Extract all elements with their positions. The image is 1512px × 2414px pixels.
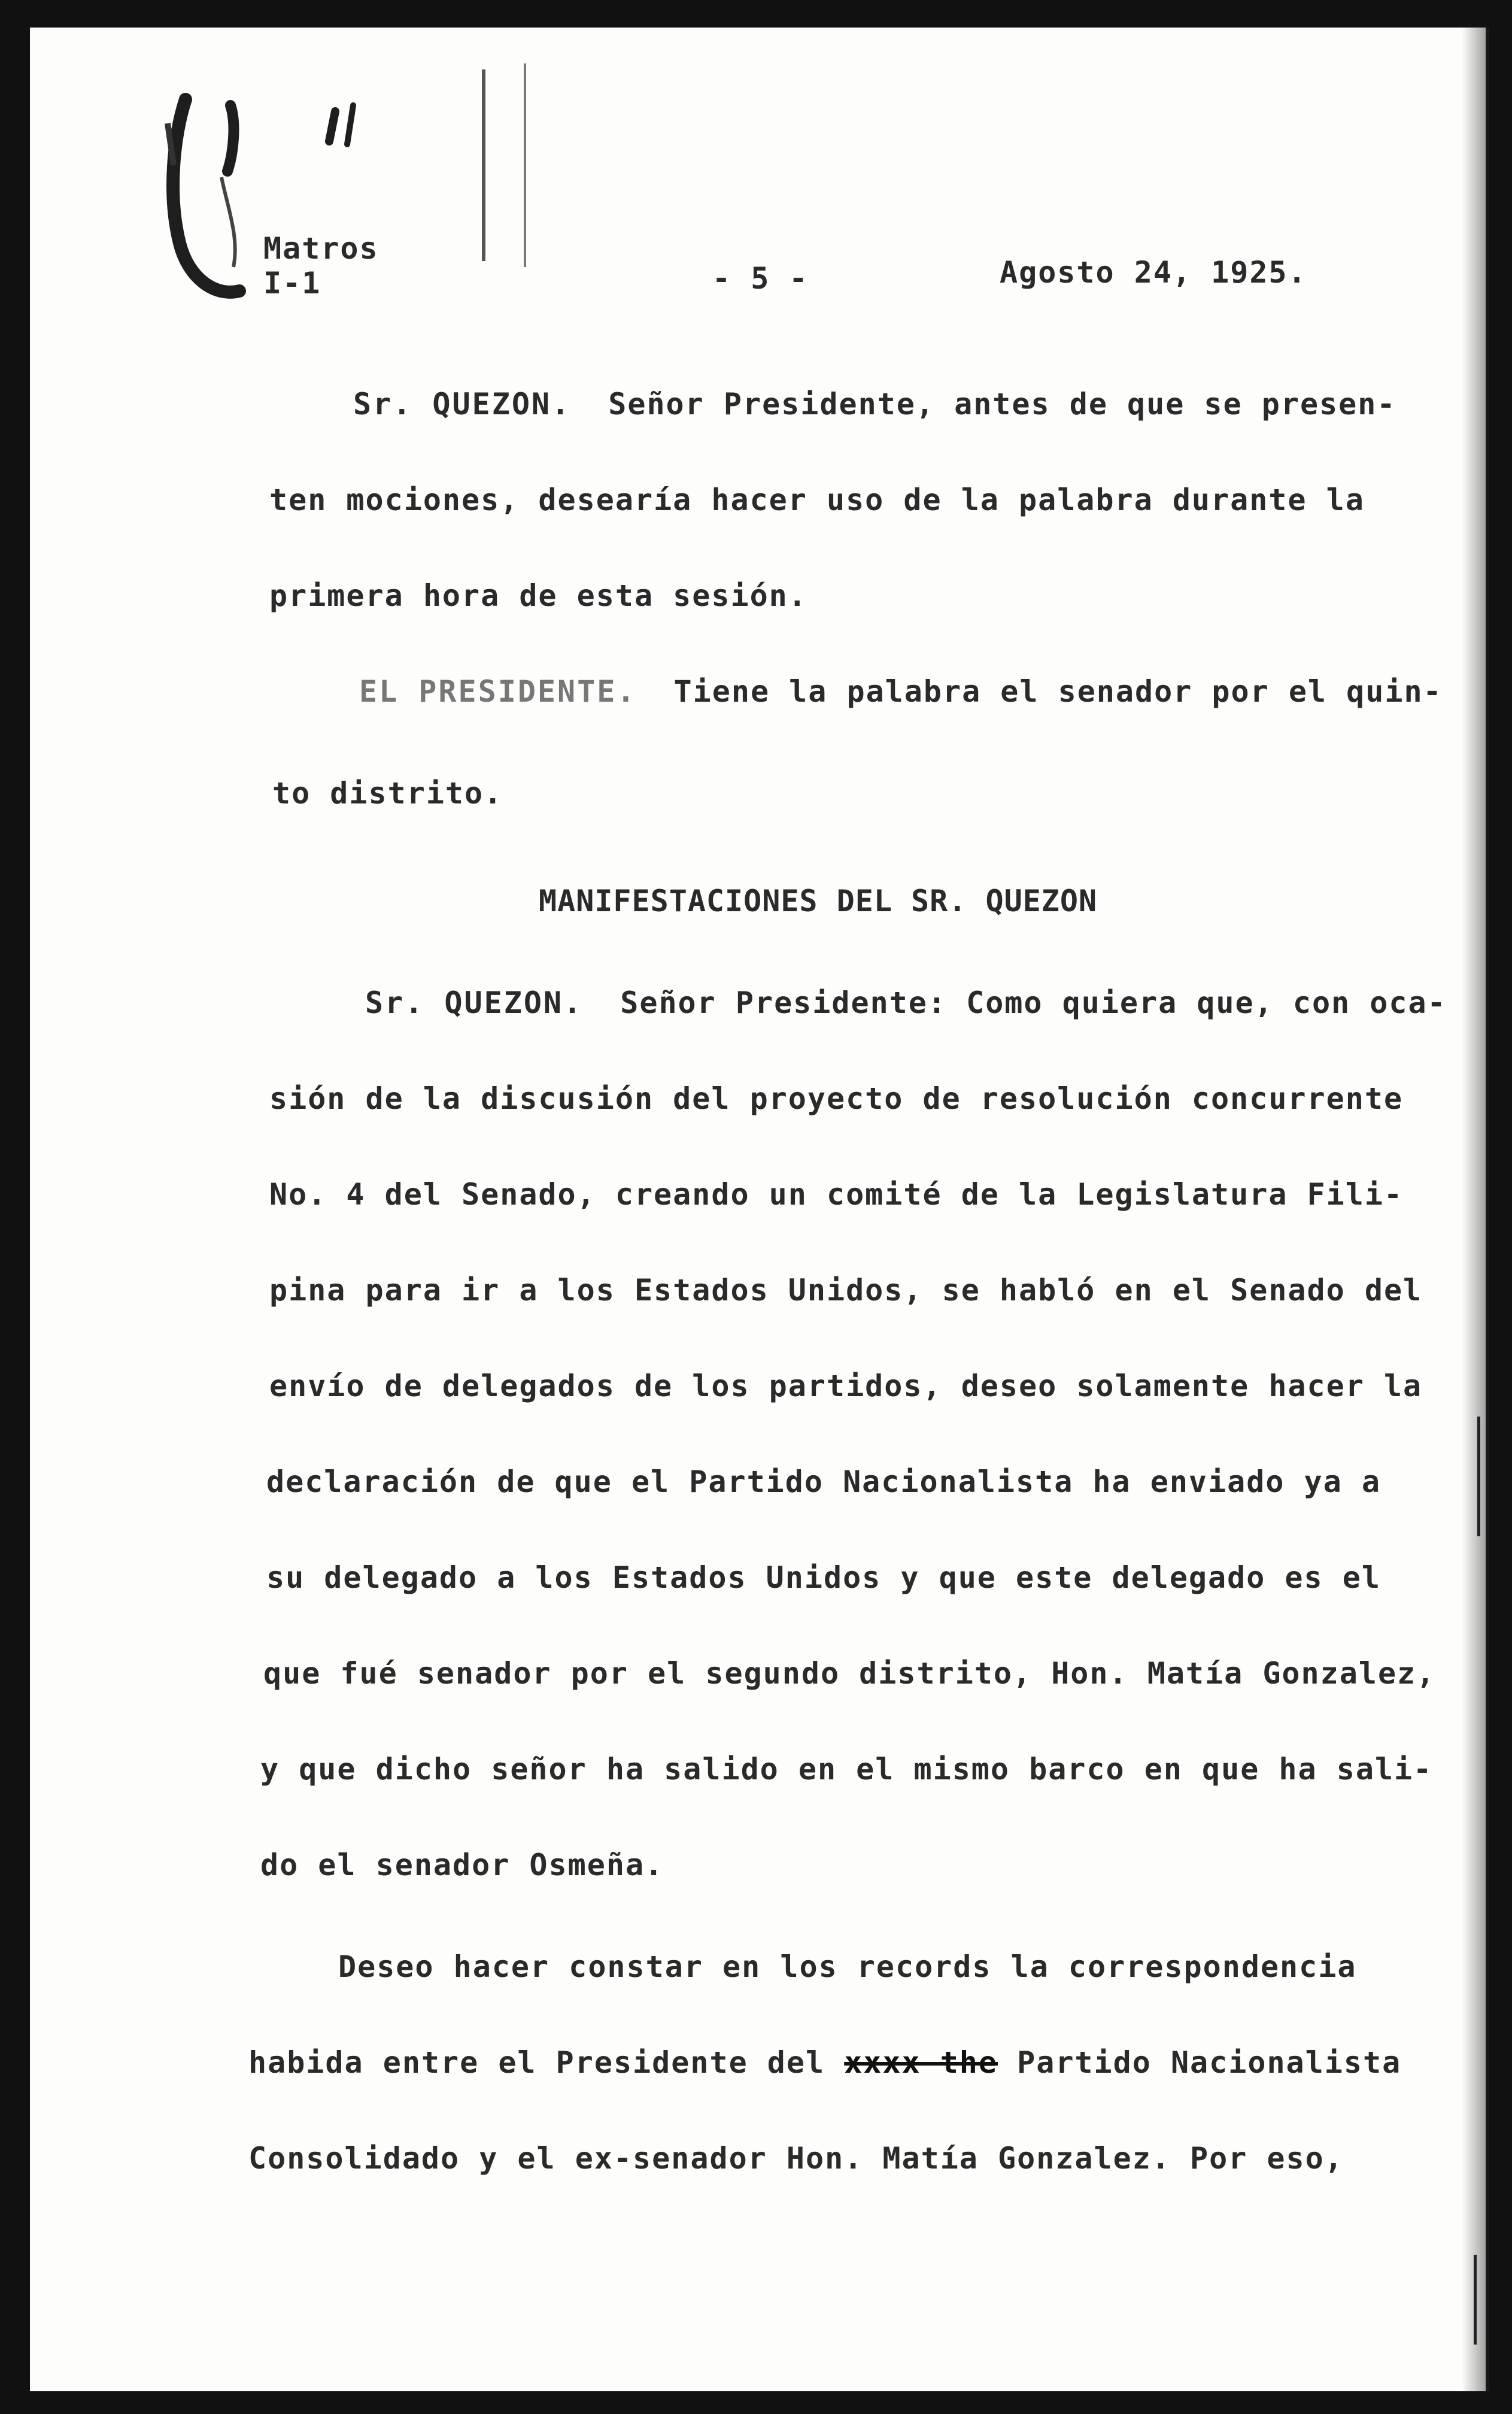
speech-line: to distrito. <box>272 776 503 811</box>
speech-line: y que dicho señor ha salido en el mismo barco en que ha sali- <box>260 1752 1433 1787</box>
speech-line: pina para ir a los Estados Unidos, se habló en el Senado del <box>269 1273 1423 1308</box>
right-edge-tick <box>1477 1417 1480 1536</box>
speech-line: primera hora de esta sesión. <box>269 578 807 613</box>
speech-text: Tiene la palabra el senador por el quin- <box>673 674 1443 709</box>
speech-text: Partido Nacionalista <box>1017 2045 1402 2080</box>
document-page <box>30 28 1489 2391</box>
speech-line: sión de la discusión del proyecto de resolución concurrente <box>269 1081 1404 1116</box>
page-number: - 5 - <box>712 261 809 296</box>
section-heading: MANIFESTACIONES DEL SR. QUEZON <box>539 884 1098 918</box>
speech-line: No. 4 del Senado, creando un comité de la Legislatura Fili- <box>269 1177 1404 1212</box>
speech-line: que fué senador por el segundo distrito, Hon. Matía Gonzalez, <box>263 1656 1436 1691</box>
margin-tick-mark <box>482 69 485 261</box>
speaker-name: Sr. QUEZON. <box>365 985 584 1020</box>
right-edge-tick <box>1474 2255 1477 2345</box>
speech-text: Señor Presidente: Como quiera que, con oca- <box>620 985 1447 1020</box>
speech-text: habida entre el Presidente del <box>248 2045 825 2080</box>
speech-line <box>365 985 1447 1020</box>
speech-line <box>248 2045 1401 2080</box>
speech-line: envío de delegados de los partidos, deseo solamente hacer la <box>269 1369 1423 1403</box>
speech-line: ten mociones, desearía hacer uso de la palabra durante la <box>269 483 1365 517</box>
reel-label: I-1 <box>263 266 321 301</box>
speech-line: su delegado a los Estados Unidos y que este delegado es el <box>266 1560 1381 1595</box>
speaker-name: EL PRESIDENTE. <box>359 674 637 709</box>
stenographer-label: Matros <box>263 231 379 266</box>
speech-line <box>353 387 1396 421</box>
margin-tick-mark <box>524 63 526 267</box>
speech-line <box>359 674 1443 709</box>
speaker-name: Sr. QUEZON. <box>353 387 572 421</box>
document-date: Agosto 24, 1925. <box>1000 255 1307 290</box>
speech-line: Deseo hacer constar en los records la correspondencia <box>338 1949 1357 1984</box>
speech-text: Señor Presidente, antes de que se presen- <box>608 387 1396 421</box>
speech-line: do el senador Osmeña. <box>260 1848 664 1882</box>
page-edge-shadow <box>1462 28 1486 2391</box>
speech-line: Consolidado y el ex-senador Hon. Matía Gonzalez. Por eso, <box>248 2141 1344 2176</box>
struck-through-text: xxxx the <box>844 2045 998 2080</box>
speech-line: declaración de que el Partido Nacionalista ha enviado ya a <box>266 1464 1381 1499</box>
